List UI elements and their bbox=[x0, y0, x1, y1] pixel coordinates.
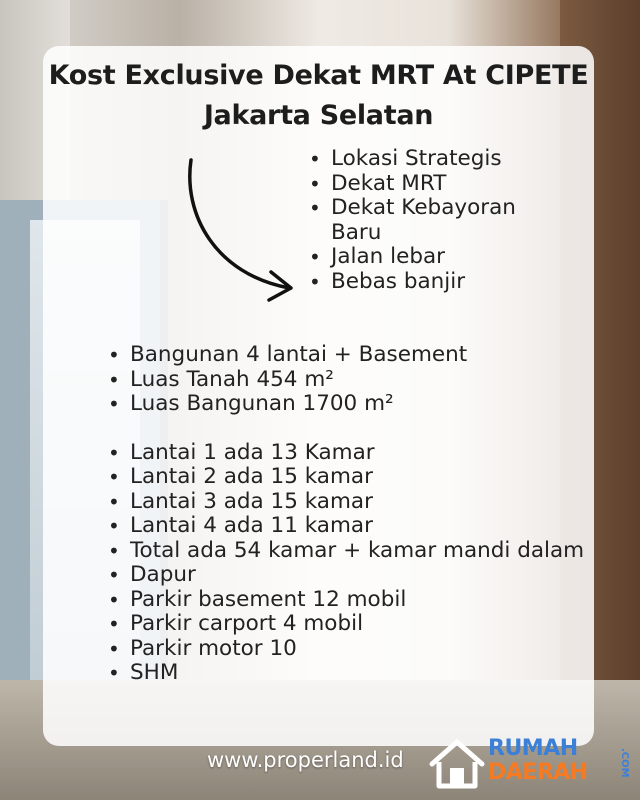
list-item: • Parkir carport 4 mobil bbox=[106, 612, 586, 637]
title-line-1: Kost Exclusive Dekat MRT At CIPETE bbox=[48, 60, 589, 91]
list-item: • Total ada 54 kamar + kamar mandi dalam bbox=[106, 539, 586, 564]
curved-arrow-icon bbox=[185, 154, 305, 304]
list-item: • Parkir basement 12 mobil bbox=[106, 588, 586, 613]
website-url[interactable]: www.properland.id bbox=[207, 748, 404, 772]
list-item: • Lokasi Strategis bbox=[307, 147, 537, 172]
house-icon bbox=[428, 736, 486, 792]
title-line-2: Jakarta Selatan bbox=[203, 100, 434, 131]
info-card bbox=[43, 46, 594, 746]
page-title bbox=[43, 56, 594, 136]
list-item: • Luas Bangunan 1700 m² bbox=[106, 392, 586, 417]
list-item: • Lantai 1 ada 13 Kamar bbox=[106, 441, 586, 466]
list-item: • Lantai 4 ada 11 kamar bbox=[106, 514, 586, 539]
list-item: • Dekat MRT bbox=[307, 172, 537, 197]
specs-list bbox=[106, 343, 586, 686]
list-item: • Dapur bbox=[106, 563, 586, 588]
list-item: • Lantai 3 ada 15 kamar bbox=[106, 490, 586, 515]
list-item: • Lantai 2 ada 15 kamar bbox=[106, 465, 586, 490]
logo-dotcom bbox=[604, 746, 628, 788]
logo-word-daerah: DAERAH bbox=[488, 760, 588, 785]
logo-suffix: .COM bbox=[619, 748, 630, 778]
logo-word-rumah: RUMAH bbox=[488, 736, 578, 761]
list-item: • Parkir motor 10 bbox=[106, 637, 586, 662]
highlights-list bbox=[307, 147, 537, 294]
list-item: • Bangunan 4 lantai + Basement bbox=[106, 343, 586, 368]
list-item: • SHM bbox=[106, 661, 586, 686]
list-item: • Jalan lebar bbox=[307, 245, 537, 270]
list-item: • Luas Tanah 454 m² bbox=[106, 368, 586, 393]
list-item: • Bebas banjir bbox=[307, 270, 537, 295]
list-item: • Dekat Kebayoran Baru bbox=[307, 196, 537, 245]
rumah-daerah-logo bbox=[428, 734, 633, 796]
